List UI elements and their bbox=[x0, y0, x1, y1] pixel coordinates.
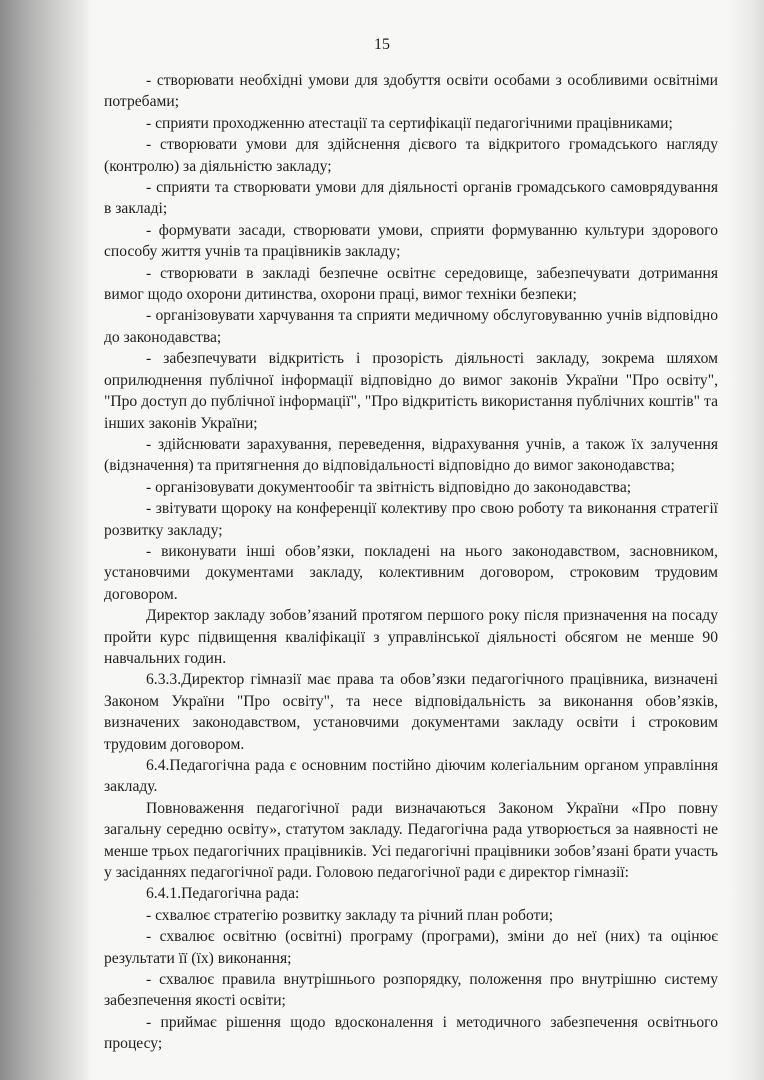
paragraph: - виконувати інші обов’язки, покладені на нього законодавством, засновником, установчими документами закладу, колективним договором, строковим трудовим договором. bbox=[104, 542, 718, 603]
paragraph: - приймає рішення щодо вдосконалення і методичного забезпечення освітнього процесу; bbox=[104, 1013, 718, 1053]
paragraph: - організовувати харчування та сприяти медичному обслуговуванню учнів відповідно до законодавства; bbox=[104, 307, 718, 346]
page-number: 15 bbox=[374, 36, 390, 53]
paragraph: - створювати умови для здійснення дієвого та відкритого громадського нагляду (контролю) за діяльністю закладу; bbox=[104, 136, 718, 175]
paragraph: Директор закладу зобов’язаний протягом першого року після призначення на посаду пройти курс підвищення кваліфікації з управлінської діяльності обсягом не менше 90 навчальних годин. bbox=[104, 607, 718, 667]
paragraph: Повноваження педагогічної ради визначаються Законом України «Про повну загальну середню освіту», статутом закладу. Педагогічна рада утворюється за наявності не менше трьох педагогічних працівників. Усі педагогічні працівники зобов’язані брати участь у засіданнях педагогічної ради. Головою педагогічної ради є директор гімназії: bbox=[104, 799, 718, 882]
paragraph: 6.4.1.Педагогічна рада: bbox=[146, 885, 300, 903]
document-body bbox=[104, 70, 718, 1055]
paragraph: - створювати необхідні умови для здобуття освіти особами з особливими освітніми потребами; bbox=[104, 72, 718, 111]
paragraph: - сприяти та створювати умови для діяльності органів громадського самоврядування в закладі; bbox=[104, 179, 718, 218]
paragraph: - схвалює правила внутрішнього розпорядку, положення про внутрішню систему забезпечення якості освіти; bbox=[104, 971, 718, 1010]
paragraph: - забезпечувати відкритість і прозорість діяльності закладу, зокрема шляхом оприлюднення публічної інформації відповідно до вимог законів України "Про освіту", "Про доступ до публічної інформації", "Про відкритість використання публічних коштів" та інших законів України; bbox=[104, 350, 718, 432]
paragraph: 6.4.Педагогічна рада є основним постійно діючим колегіальним органом управління закладу. bbox=[104, 757, 718, 796]
paragraph: - здійснювати зарахування, переведення, відрахування учнів, а також їх залучення (відзначення) та притягнення до відповідальності відповідно до вимог законодавства; bbox=[104, 435, 718, 475]
paragraph: - організовувати документообіг та звітність відповідно до законодавства; bbox=[146, 478, 632, 496]
paragraph: - формувати засади, створювати умови, сприяти формуванню культури здорового способу життя учнів та працівників закладу; bbox=[104, 221, 718, 261]
paragraph: - створювати в закладі безпечне освітнє середовище, забезпечувати дотримання вимог щодо охорони дитинства, охорони праці, вимог техніки безпеки; bbox=[104, 264, 718, 304]
paragraph: - сприяти проходженню атестації та сертифікації педагогічними працівниками; bbox=[146, 114, 673, 132]
scan-shadow-left bbox=[0, 0, 92, 1080]
scan-shadow-right bbox=[728, 0, 764, 1080]
paragraph: 6.3.3.Директор гімназії має права та обов’язки педагогічного працівника, визначені Законом України "Про освіту", та несе відповідальність за виконання обов’язків, визначених законодавством, установчими документами закладу освіти і строковим трудовим договором. bbox=[104, 671, 718, 753]
paragraph: - звітувати щороку на конференції колективу про свою роботу та виконання стратегії розвитку закладу; bbox=[104, 500, 718, 539]
paragraph: - схвалює освітню (освітні) програму (програми), зміни до неї (них) та оцінює результати її (їх) виконання; bbox=[104, 928, 718, 967]
paragraph: - схвалює стратегію розвитку закладу та річний план роботи; bbox=[146, 906, 554, 924]
